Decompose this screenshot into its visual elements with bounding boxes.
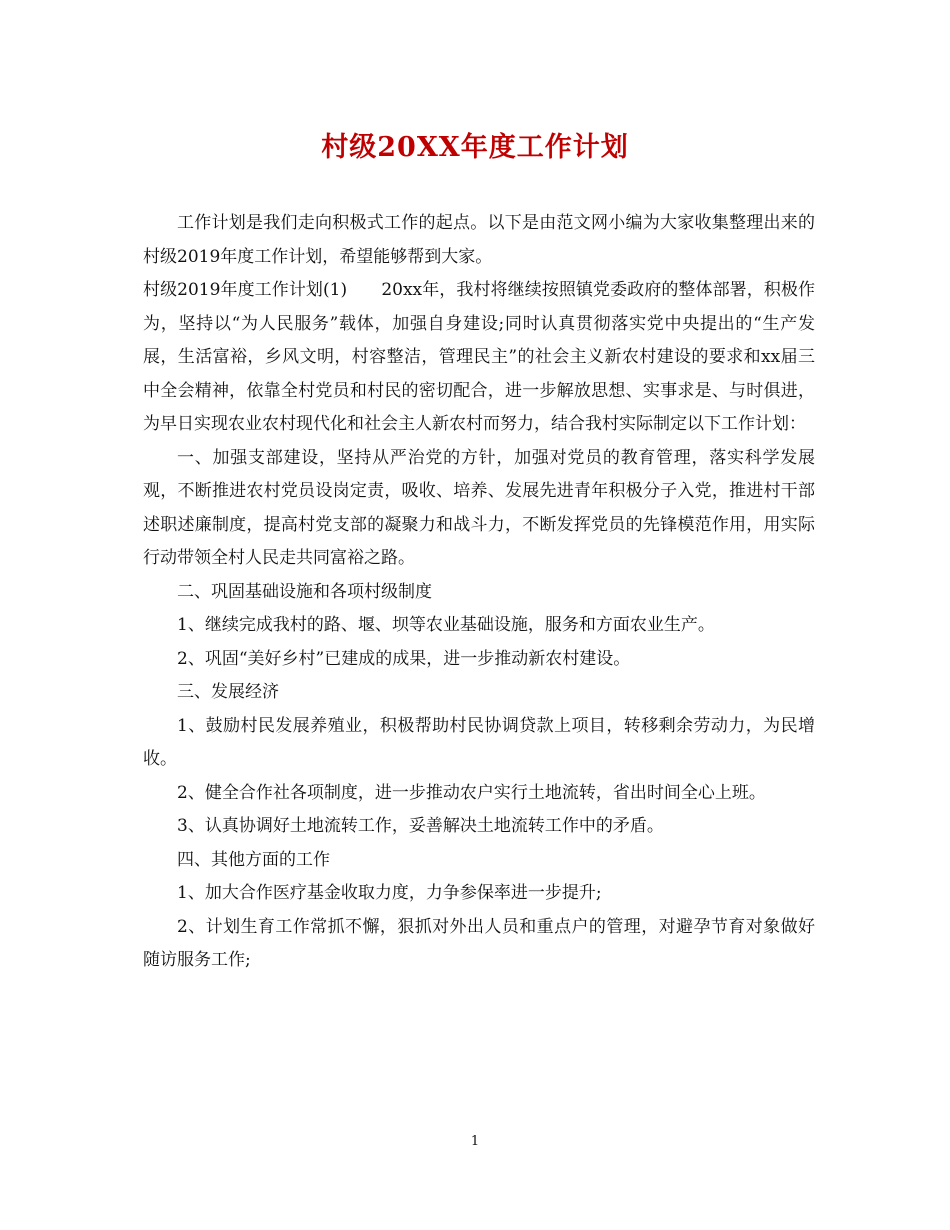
section-three-item-1: 1、鼓励村民发展养殖业，积极帮助村民协调贷款上项目，转移剩余劳动力，为民增收。 [143, 715, 815, 769]
section-one-paragraph: 一、加强支部建设，坚持从严治党的方针，加强对党员的教育管理，落实科学发展观，不断推进农村党员设岗定责，吸收、培养、发展先进青年积极分子入党，推进村干部述职述廉制度，提高村党支部的凝聚力和战斗力，不断发挥党员的先锋模范作用，用实际行动带领全村人民走共同富裕之路。 [143, 447, 815, 568]
section-four-heading: 四、其他方面的工作 [177, 849, 330, 870]
section-four-item-2: 2、计划生育工作常抓不懈，狠抓对外出人员和重点户的管理，对避孕节育对象做好随访服务工作; [143, 916, 815, 970]
page-number: 1 [470, 1134, 480, 1149]
section-two-item-2: 2、巩固“美好乡村”已建成的成果，进一步推动新农村建设。 [177, 648, 631, 669]
section-three-item-2: 2、健全合作社各项制度，进一步推动农户实行土地流转，省出时间全心上班。 [177, 782, 766, 803]
section-two-item-1: 1、继续完成我村的路、堰、坝等农业基础设施，服务和方面农业生产。 [177, 615, 715, 635]
section-three-heading: 三、发展经济 [177, 682, 279, 702]
intro-paragraph: 工作计划是我们走向积极式工作的起点。以下是由范文网小编为大家收集整理出来的村级2019年度工作计划，希望能够帮到大家。 [143, 213, 815, 267]
plan-intro-paragraph: 村级2019年度工作计划(1) 20xx年，我村将继续按照镇党委政府的整体部署，积极作为，坚持以“为人民服务”载体，加强自身建设;同时认真贯彻落实党中央提出的“生产发展，生活富裕，乡风文明，村容整洁，管理民主”的社会主义新农村建设的要求和xx届三中全会精神，依靠全村党员和村民的密切配合，进一步解放思想、实事求是、与时俱进，为早日实现农业农村现代化和社会主人新农村而努力，结合我村实际制定以下工作计划： [143, 280, 815, 434]
document-body [143, 207, 815, 978]
section-three-item-3: 3、认真协调好土地流转工作，妥善解决土地流转工作中的矛盾。 [177, 816, 664, 836]
section-four-item-1: 1、加大合作医疗基金收取力度，力争参保率进一步提升; [177, 883, 602, 903]
document-title: 村级20XX年度工作计划 [321, 132, 629, 163]
section-two-heading: 二、巩固基础设施和各项村级制度 [177, 581, 432, 602]
